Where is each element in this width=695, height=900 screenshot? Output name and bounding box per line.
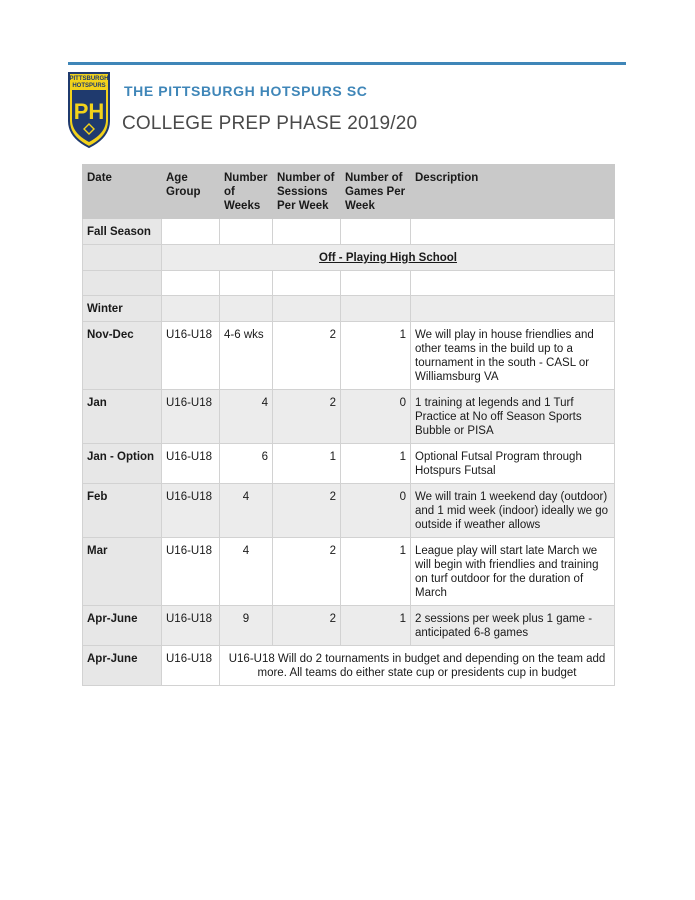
row-age-group: U16-U18	[162, 484, 220, 538]
row-description: 1 training at legends and 1 Turf Practice at No off Season Sports Bubble or PISA	[411, 390, 615, 444]
row-date: Feb	[83, 484, 162, 538]
club-crest-logo	[67, 71, 111, 149]
banner-row-fall	[83, 245, 615, 271]
row-description: We will play in house friendlies and other teams in the build up to a tournament in the south - CASL or Williamsburg VA	[411, 322, 615, 390]
section-label-fall: Fall Season	[83, 219, 162, 245]
row-age-group: U16-U18	[162, 390, 220, 444]
row-sessions: 1	[273, 444, 341, 484]
row-sessions: 2	[273, 322, 341, 390]
table-row	[83, 322, 615, 390]
table-row-summary	[83, 646, 615, 686]
row-date: Jan - Option	[83, 444, 162, 484]
row-weeks: 4-6 wks	[220, 322, 273, 390]
table-row	[83, 606, 615, 646]
row-description: Optional Futsal Program through Hotspurs Futsal	[411, 444, 615, 484]
row-age-group: U16-U18	[162, 322, 220, 390]
fall-banner: Off - Playing High School	[319, 252, 457, 264]
page-title: COLLEGE PREP PHASE 2019/20	[122, 113, 418, 134]
club-name: THE PITTSBURGH HOTSPURS SC	[124, 83, 368, 99]
table-row	[83, 390, 615, 444]
table-row	[83, 538, 615, 606]
row-age-group: U16-U18	[162, 538, 220, 606]
row-games: 1	[341, 538, 411, 606]
column-header-games: Number of Games Per Week	[341, 165, 411, 219]
section-row-winter	[83, 296, 615, 322]
row-weeks: 6	[220, 444, 273, 484]
table-header-row	[83, 165, 615, 219]
section-row-fall	[83, 219, 615, 245]
row-games: 1	[341, 606, 411, 646]
row-description: League play will start late March we will begin with friendlies and training on turf outdoor for the duration of March	[411, 538, 615, 606]
row-games: 0	[341, 390, 411, 444]
row-weeks: 4	[220, 390, 273, 444]
column-header-weeks: Number of Weeks	[220, 165, 273, 219]
row-sessions: 2	[273, 606, 341, 646]
row-age-group: U16-U18	[162, 646, 220, 686]
row-games: 0	[341, 484, 411, 538]
column-header-sessions: Number of Sessions Per Week	[273, 165, 341, 219]
schedule-table	[82, 164, 615, 686]
row-weeks: 4	[220, 538, 273, 606]
row-weeks: 9	[220, 606, 273, 646]
row-description: 2 sessions per week plus 1 game - anticipated 6-8 games	[411, 606, 615, 646]
row-date: Nov-Dec	[83, 322, 162, 390]
row-sessions: 2	[273, 390, 341, 444]
row-games: 1	[341, 444, 411, 484]
row-age-group: U16-U18	[162, 606, 220, 646]
row-description: U16-U18 Will do 2 tournaments in budget and depending on the team add more. All teams do either state cup or presidents cup in budget	[220, 646, 615, 686]
crest-text-top: PITTSBURGH	[69, 76, 109, 82]
row-age-group: U16-U18	[162, 444, 220, 484]
row-sessions: 2	[273, 538, 341, 606]
table-row	[83, 484, 615, 538]
column-header-description: Description	[411, 165, 615, 219]
column-header-date: Date	[83, 165, 162, 219]
row-sessions: 2	[273, 484, 341, 538]
row-games: 1	[341, 322, 411, 390]
column-header-age-group: Age Group	[162, 165, 220, 219]
row-date: Apr-June	[83, 646, 162, 686]
row-date: Mar	[83, 538, 162, 606]
header-rule	[68, 62, 626, 65]
table-row	[83, 444, 615, 484]
section-label-winter: Winter	[83, 296, 162, 322]
crest-monogram: PH	[73, 99, 105, 124]
row-description: We will train 1 weekend day (outdoor) and 1 mid week (indoor) ideally we go outside if weather allows	[411, 484, 615, 538]
row-date: Jan	[83, 390, 162, 444]
row-weeks: 4	[220, 484, 273, 538]
crest-text-bottom: HOTSPURS	[72, 83, 106, 89]
empty-row	[83, 271, 615, 296]
row-date: Apr-June	[83, 606, 162, 646]
